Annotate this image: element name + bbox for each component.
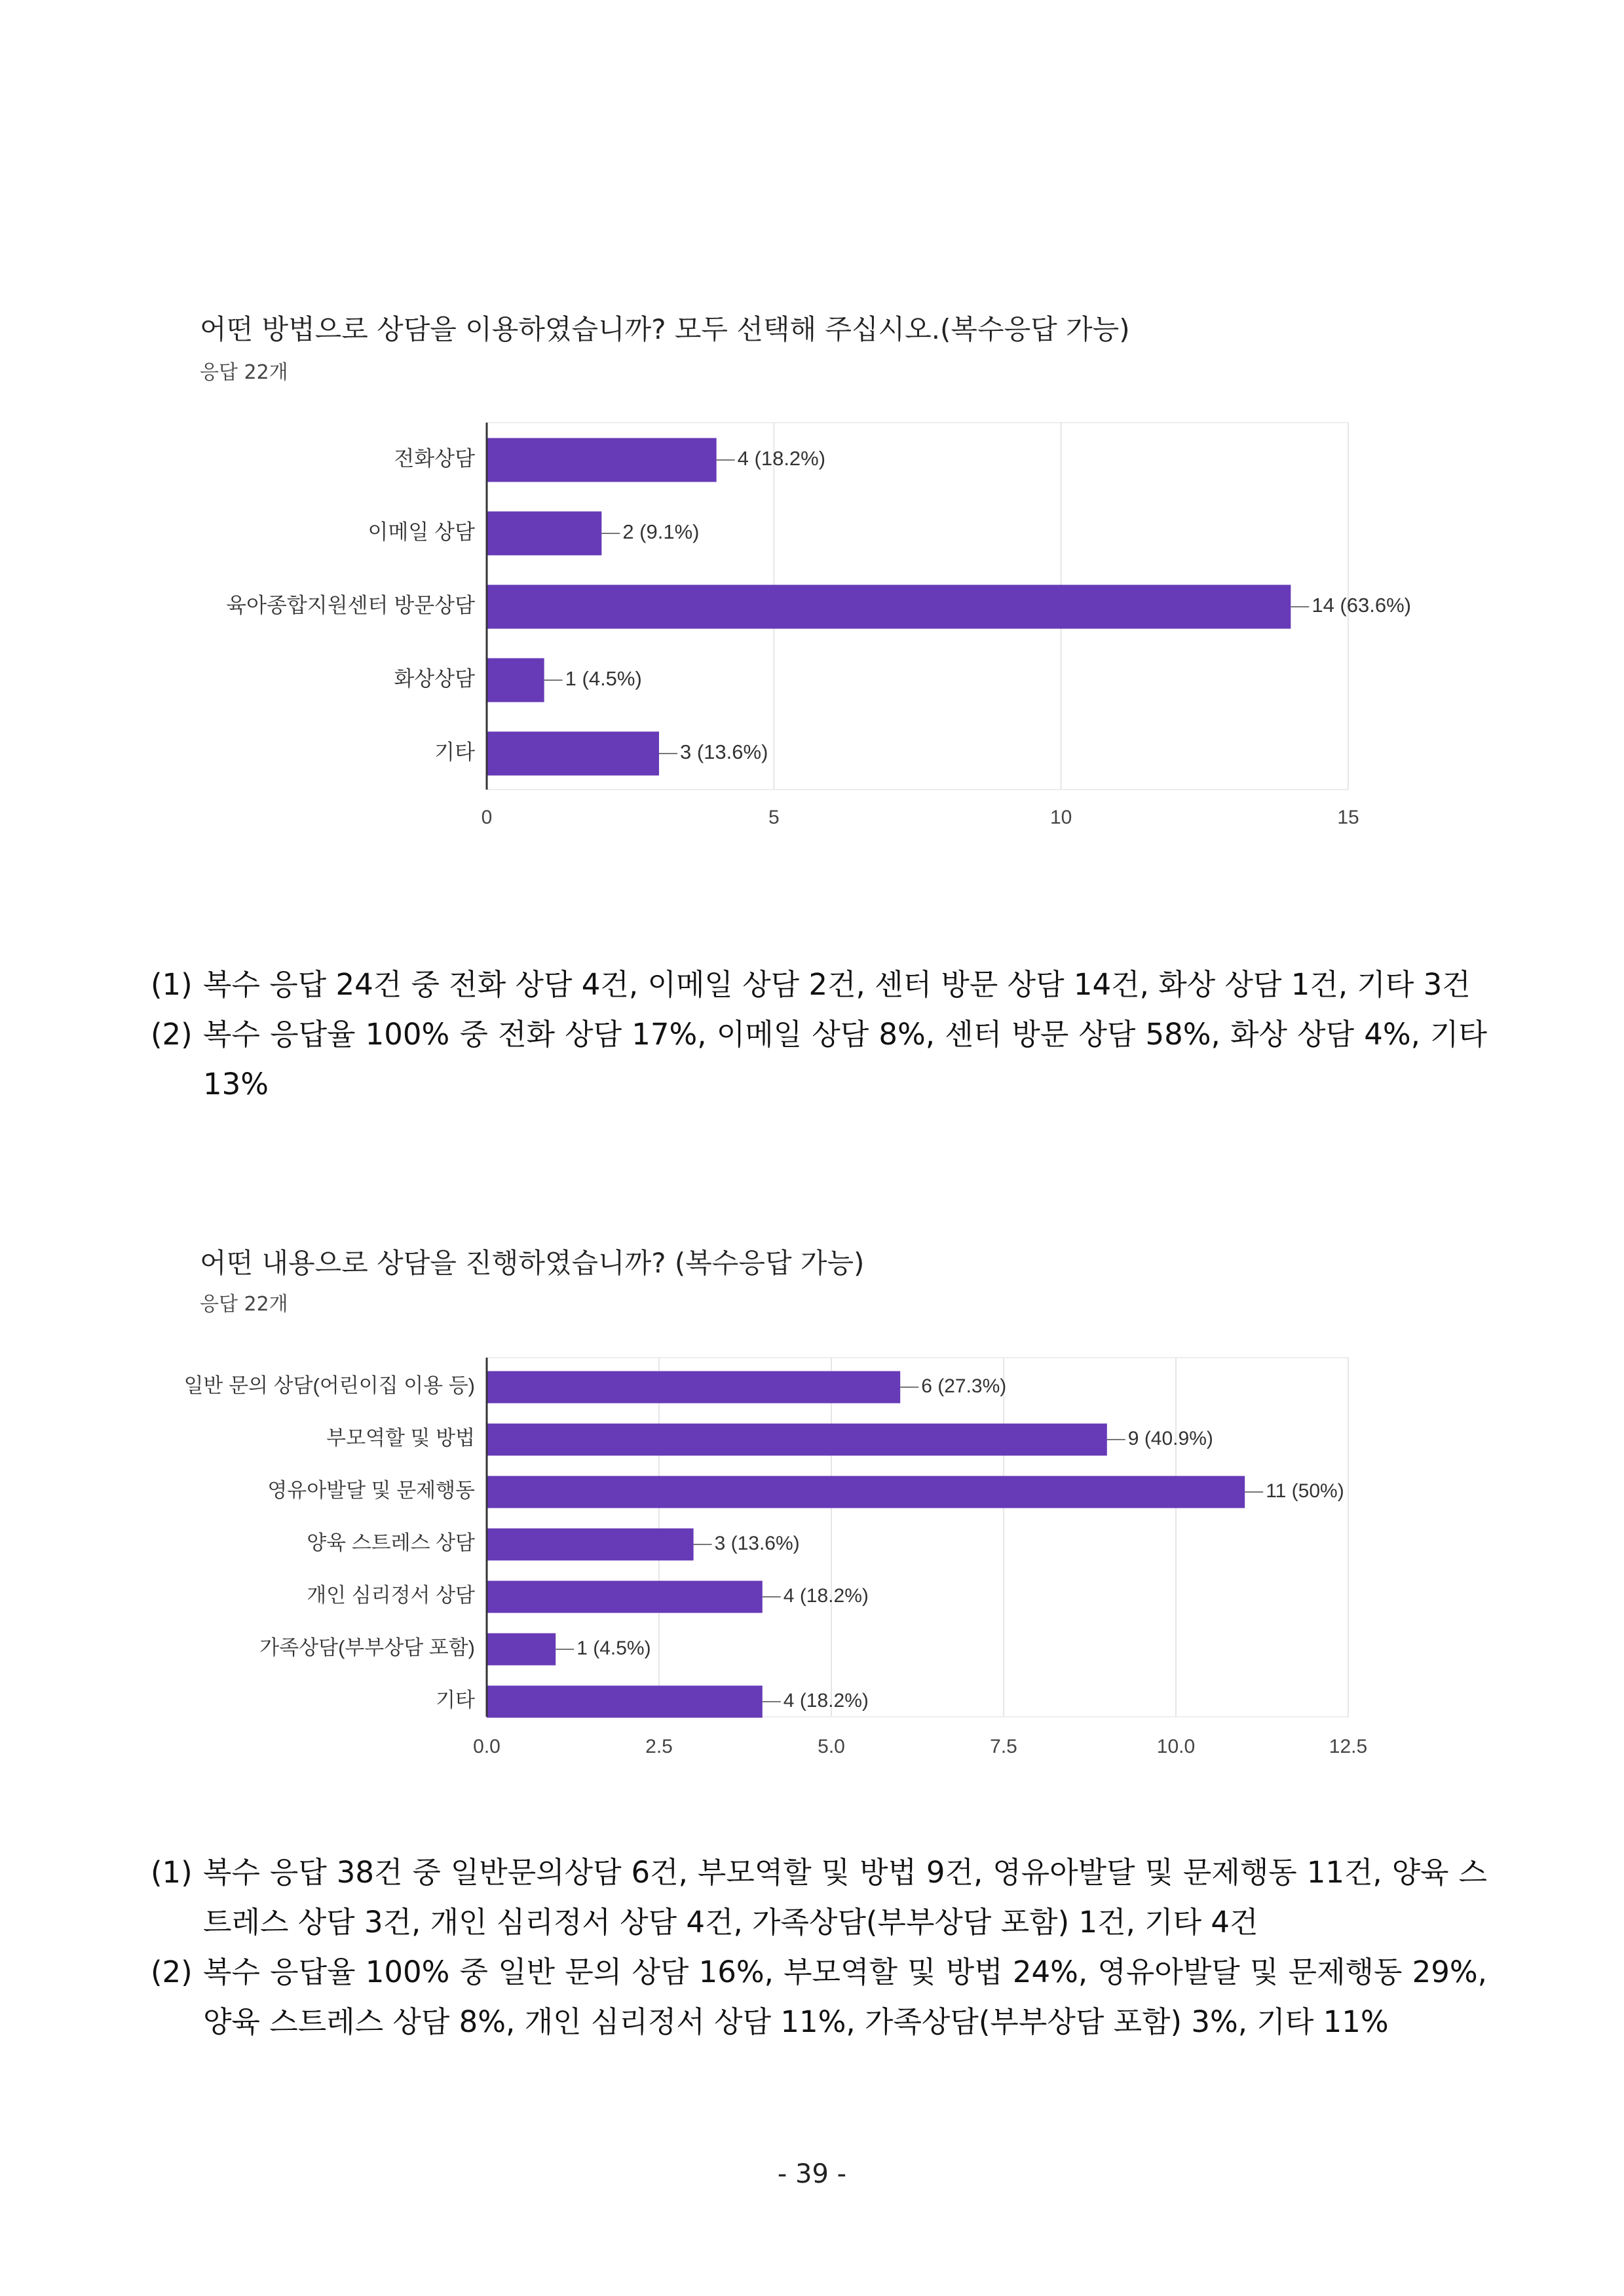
x-tick-label: 15: [1337, 807, 1359, 828]
bar: [487, 1686, 763, 1718]
bar: [487, 1476, 1245, 1508]
summary1-item: [151, 1010, 1487, 1109]
data-label: 1 (4.5%): [565, 667, 642, 691]
chart2-title: 어떤 내용으로 상담을 진행하였습니까? (복수응답 가능): [200, 1247, 865, 1279]
data-label: 2 (9.1%): [622, 520, 700, 544]
bar: [487, 732, 659, 776]
category-label: 화상상담: [394, 666, 475, 691]
category-label: 개인 심리정서 상담: [307, 1584, 475, 1607]
category-label: 일반 문의 상담(어린이집 이용 등): [183, 1374, 475, 1398]
bar: [487, 1371, 900, 1404]
chart1-response-count: 응답 22개: [200, 361, 288, 384]
chart1-plot: [0, 406, 1624, 839]
category-label: 가족상담(부부상담 포함): [259, 1636, 475, 1660]
bar: [487, 585, 1291, 629]
category-label: 영유아발달 및 문제행동: [267, 1479, 475, 1502]
summary1: [151, 960, 1487, 1109]
bar: [487, 512, 601, 556]
category-label: 기타: [436, 1689, 475, 1712]
data-label: 1 (4.5%): [576, 1637, 651, 1659]
chart2-response-count: 응답 22개: [200, 1293, 288, 1316]
summary2-item-number: (2): [151, 1955, 193, 1989]
data-label: 4 (18.2%): [783, 1584, 869, 1607]
category-label: 전화상담: [394, 446, 475, 470]
category-label: 기타: [434, 740, 475, 764]
x-tick-label: 0.0: [473, 1736, 500, 1757]
data-label: 6 (27.3%): [921, 1375, 1007, 1397]
summary2-item-text: 복수 응답 38건 중 일반문의상담 6건, 부모역할 및 방법 9건, 영유아발달 및 문제행동 11건, 양육 스트레스 상담 3건, 개인 심리정서 상담 4건, 가족상담(부부상담 포함) 1건, 기타 4건: [203, 1855, 1487, 1940]
summary1-item-number: (2): [151, 1017, 193, 1052]
x-tick-label: 10: [1049, 807, 1072, 828]
bar: [487, 1424, 1107, 1456]
summary2-item: [151, 1947, 1487, 2047]
summary1-item-number: (1): [151, 967, 193, 1002]
chart2-plot: [0, 1330, 1624, 1776]
bar: [487, 659, 544, 702]
category-label: 양육 스트레스 상담: [307, 1531, 475, 1555]
data-label: 4 (18.2%): [737, 447, 826, 470]
x-tick-label: 0: [481, 807, 493, 828]
bar: [487, 438, 717, 482]
bar: [487, 1634, 556, 1666]
page-number: - 39 -: [777, 2159, 847, 2189]
category-label: 부모역할 및 방법: [326, 1426, 475, 1450]
x-tick-label: 12.5: [1329, 1736, 1368, 1757]
summary1-item-text: 복수 응답 24건 중 전화 상담 4건, 이메일 상담 2건, 센터 방문 상담 14건, 화상 상담 1건, 기타 3건: [203, 967, 1471, 1002]
bar: [487, 1529, 694, 1561]
data-label: 4 (18.2%): [783, 1689, 869, 1712]
data-label: 3 (13.6%): [680, 740, 768, 764]
summary2-item: [151, 1848, 1487, 1947]
data-label: 9 (40.9%): [1127, 1427, 1213, 1449]
bar: [487, 1581, 763, 1613]
x-tick-label: 2.5: [645, 1736, 673, 1757]
data-label: 14 (63.6%): [1312, 594, 1411, 617]
chart1-title: 어떤 방법으로 상담을 이용하였습니까? 모두 선택해 주십시오.(복수응답 가능): [200, 313, 1130, 345]
category-label: 이메일 상담: [368, 520, 475, 544]
x-tick-label: 10.0: [1156, 1736, 1196, 1757]
summary1-item: [151, 960, 1487, 1010]
category-label: 육아종합지원센터 방문상담: [226, 593, 475, 617]
data-label: 11 (50%): [1266, 1480, 1344, 1502]
summary1-item-text: 복수 응답율 100% 중 전화 상담 17%, 이메일 상담 8%, 센터 방문 상담 58%, 화상 상담 4%, 기타 13%: [203, 1017, 1487, 1101]
summary2: [151, 1848, 1487, 2047]
x-tick-label: 7.5: [990, 1736, 1017, 1757]
summary2-item-text: 복수 응답율 100% 중 일반 문의 상담 16%, 부모역할 및 방법 24%, 영유아발달 및 문제행동 29%, 양육 스트레스 상담 8%, 개인 심리정서 상담 11%, 가족상담(부부상담 포함) 3%, 기타 11%: [203, 1955, 1487, 2039]
summary2-item-number: (1): [151, 1855, 193, 1890]
data-label: 3 (13.6%): [714, 1532, 800, 1554]
x-tick-label: 5.0: [818, 1736, 845, 1757]
x-tick-label: 5: [768, 807, 780, 828]
